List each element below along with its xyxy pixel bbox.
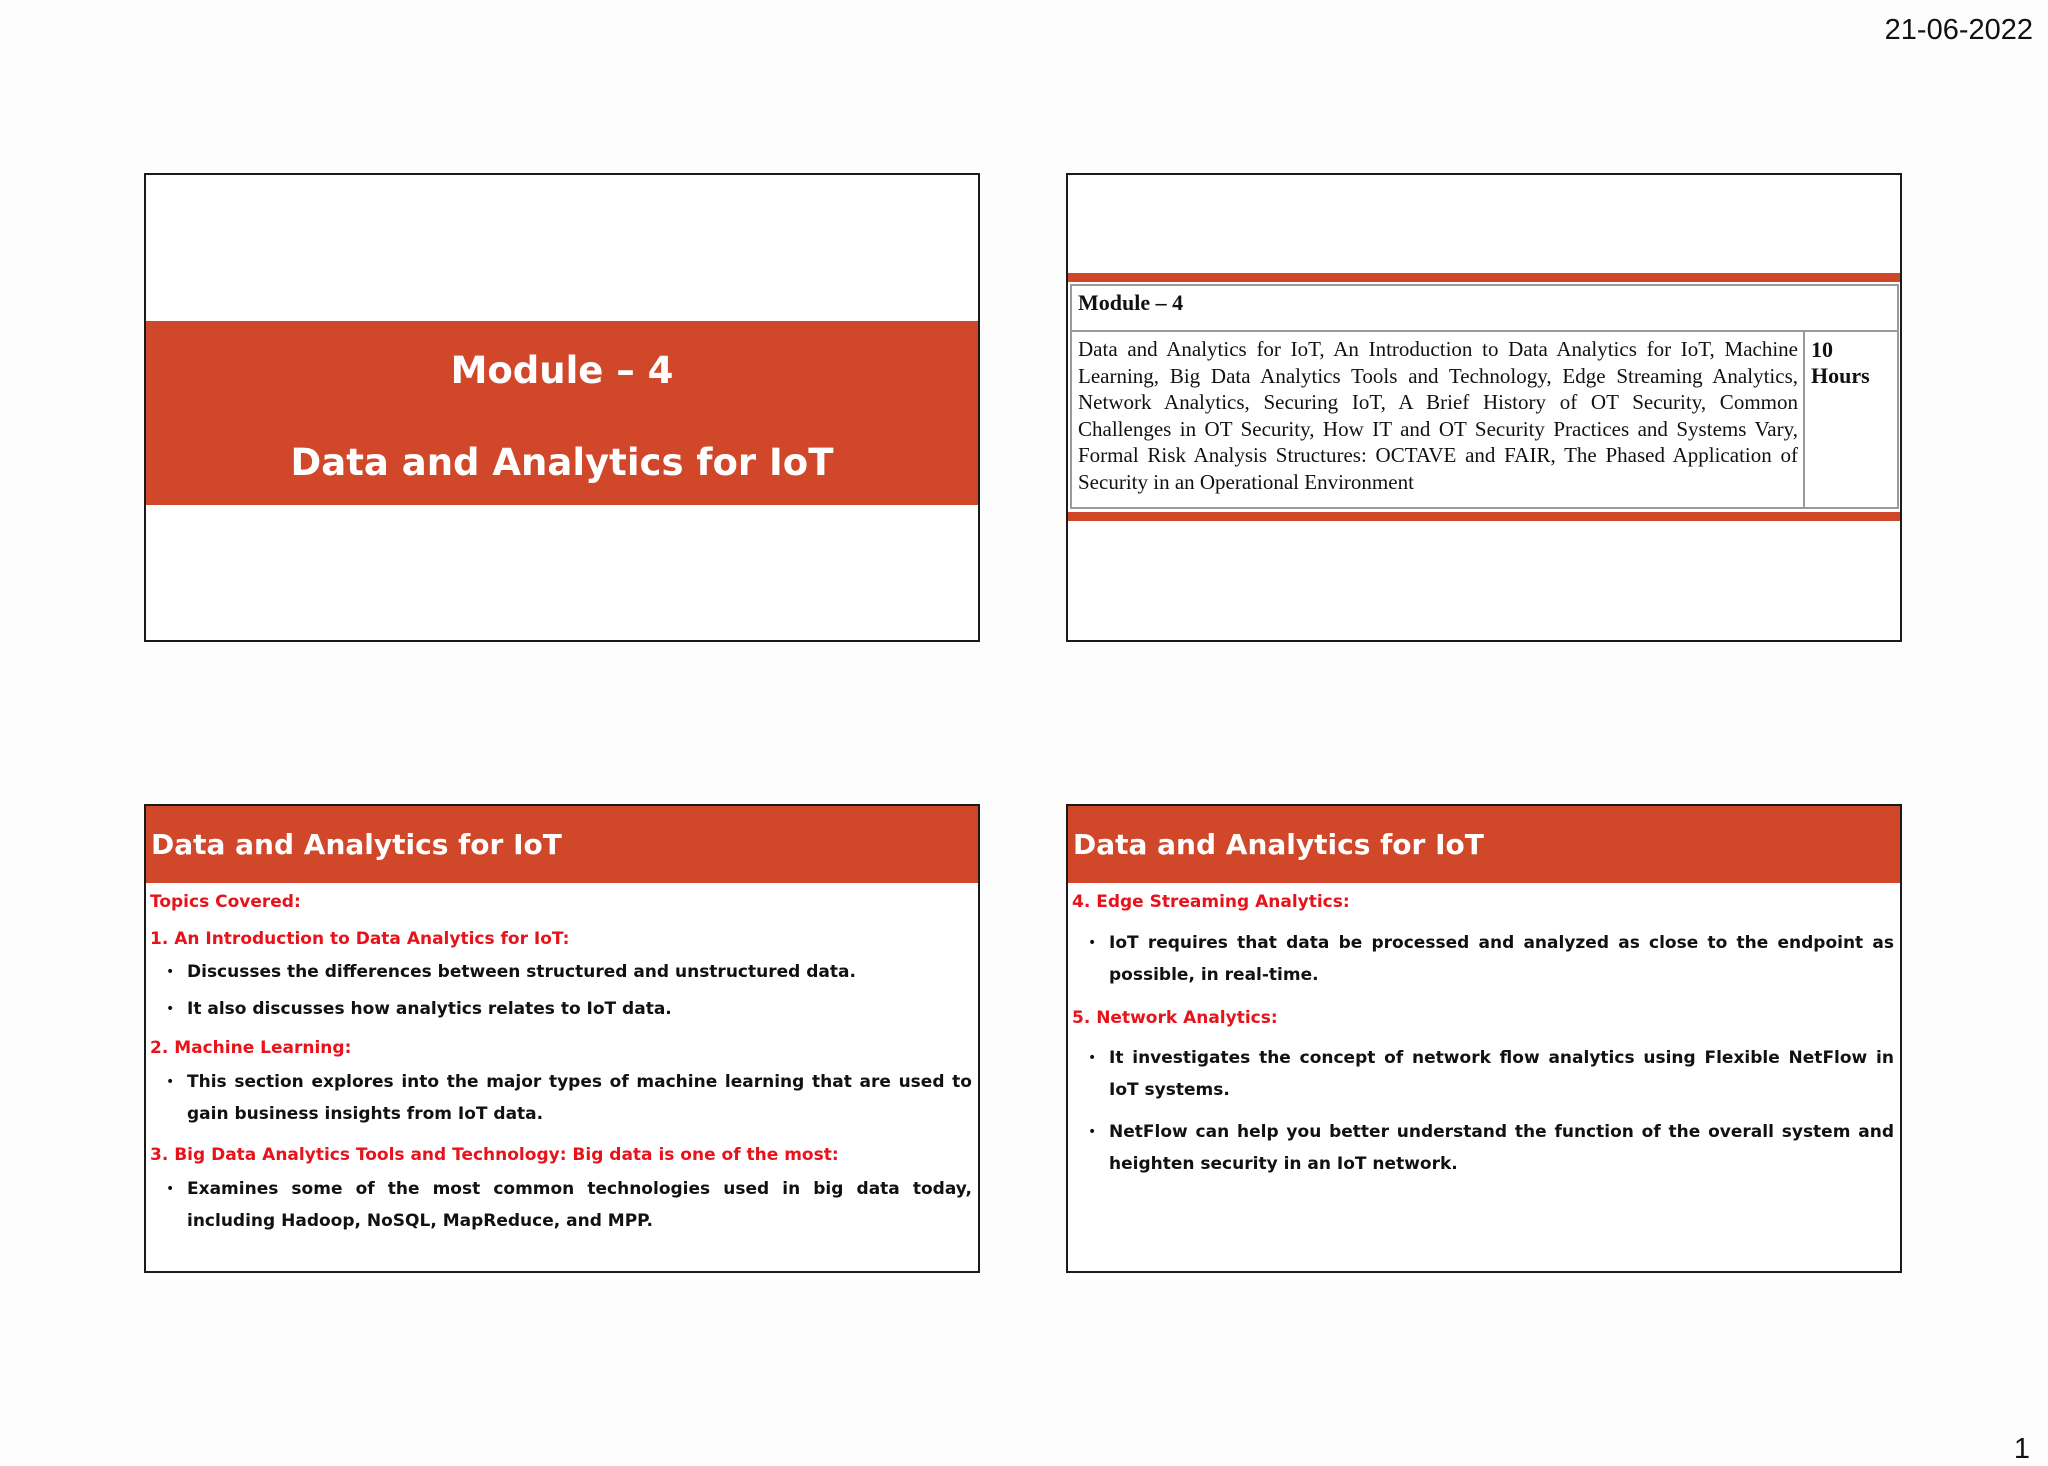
accent-bar-bottom (1068, 512, 1900, 521)
list-item-text: Examines some of the most common technologies used in big data today, including Hadoop, NoSQL, MapReduce, and MPP. (187, 1179, 972, 1231)
list-item (1088, 1043, 1894, 1106)
slide-topics-2 (1066, 804, 1902, 1273)
syllabus-table (1070, 284, 1899, 509)
bullet-dot-icon: • (1088, 1124, 1097, 1140)
list-item-text: NetFlow can help you better understand the function of the overall system and heighten security in an IoT network. (1109, 1122, 1894, 1174)
section-heading: 1. An Introduction to Data Analytics for IoT: (150, 929, 570, 949)
list-item (166, 994, 972, 1026)
syllabus-module-label: Module – 4 (1078, 290, 1184, 315)
list-item-text: Discusses the differences between structured and unstructured data. (187, 962, 856, 982)
section-heading: 2. Machine Learning: (150, 1038, 352, 1058)
module-subtitle: Data and Analytics for IoT (290, 441, 834, 484)
slide-heading: Data and Analytics for IoT (151, 828, 562, 861)
list-item (1088, 1117, 1894, 1180)
list-item (1088, 928, 1894, 991)
list-item-text: IoT requires that data be processed and analyzed as close to the endpoint as possible, in real-time. (1109, 933, 1894, 985)
slide-header (1068, 806, 1900, 883)
list-item (166, 1174, 972, 1237)
section-heading: 5. Network Analytics: (1072, 1008, 1278, 1028)
slide-heading: Data and Analytics for IoT (1073, 828, 1484, 861)
bullet-dot-icon: • (166, 1001, 175, 1017)
slide-content (146, 883, 978, 1271)
section-heading: 3. Big Data Analytics Tools and Technology: Big data is one of the most: (150, 1145, 839, 1165)
title-band (146, 321, 978, 505)
list-item (166, 1067, 972, 1130)
list-item (166, 957, 972, 989)
bullet-dot-icon: • (1088, 1050, 1097, 1066)
bullet-dot-icon: • (1088, 935, 1097, 951)
slide-header (146, 806, 978, 883)
list-item-text: It investigates the concept of network flow analytics using Flexible NetFlow in IoT systems. (1109, 1048, 1894, 1100)
topics-covered-label: Topics Covered: (150, 892, 301, 912)
bullet-dot-icon: • (166, 1074, 175, 1090)
accent-bar-top (1068, 273, 1900, 282)
syllabus-header-row (1072, 286, 1897, 332)
slide-title (144, 173, 980, 642)
list-item-text: It also discusses how analytics relates to IoT data. (187, 999, 672, 1019)
bullet-dot-icon: • (166, 1181, 175, 1197)
slide-content (1068, 883, 1900, 1271)
bullet-dot-icon: • (166, 964, 175, 980)
syllabus-description: Data and Analytics for IoT, An Introduction to Data Analytics for IoT, Machine Learning, Big Data Analytics Tools and Technology, Edge Streaming Analytics, Network Analytics, Securing IoT, A Brief History of OT Security, Common Challenges in OT Security, How IT and OT Security Practices and Systems Vary, Formal Risk Analysis Structures: OCTAVE and FAIR, The Phased Application of Security in an Operational Environment (1078, 337, 1798, 494)
page-number: 1 (2013, 1433, 2030, 1465)
section-heading: 4. Edge Streaming Analytics: (1072, 892, 1350, 912)
slide-topics-1 (144, 804, 980, 1273)
module-title: Module – 4 (450, 349, 674, 392)
page-date: 21-06-2022 (1884, 14, 2033, 46)
slide-syllabus (1066, 173, 1902, 642)
syllabus-column-divider (1803, 330, 1805, 507)
list-item-text: This section explores into the major types of machine learning that are used to gain business insights from IoT data. (187, 1072, 972, 1124)
syllabus-hours: 10 Hours (1811, 337, 1870, 388)
